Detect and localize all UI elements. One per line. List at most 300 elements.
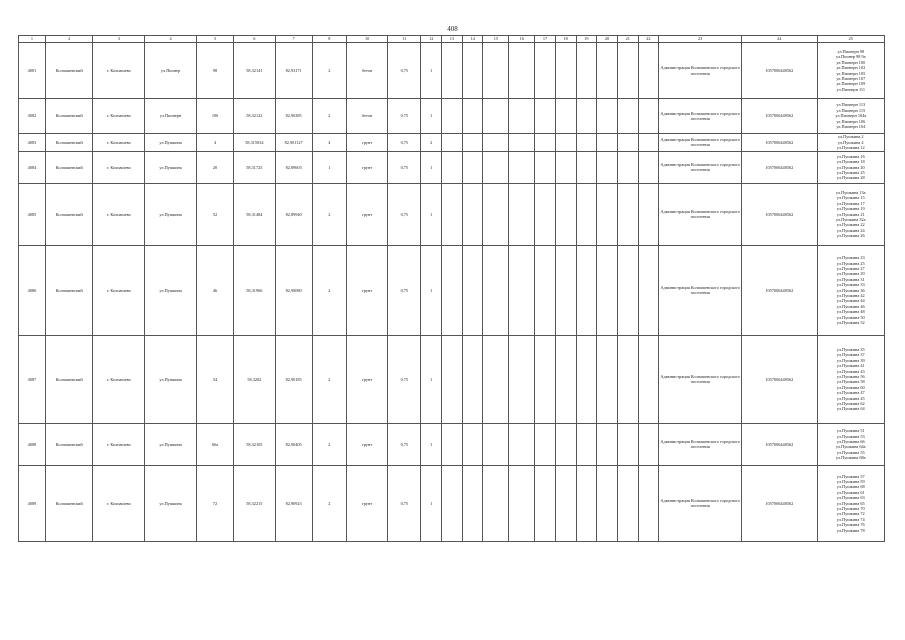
cell-volume: 0,75 xyxy=(388,245,421,335)
cell-empty xyxy=(462,151,483,183)
cell-id: 4085 xyxy=(19,183,46,245)
column-header-8: 8 xyxy=(312,36,346,43)
cell-volume: 0,75 xyxy=(388,151,421,183)
cell-containers: 1 xyxy=(421,245,442,335)
cell-locality: г. Колпашево xyxy=(93,134,145,152)
column-header-6: 6 xyxy=(234,36,275,43)
cell-surface: грунт xyxy=(346,335,387,423)
cell-owner: Администрация Колпашевского городского поселения xyxy=(659,183,742,245)
cell-volume: 0,75 xyxy=(388,43,421,99)
cell-lon: 82,90185 xyxy=(275,335,312,423)
cell-empty xyxy=(483,183,509,245)
cell-empty xyxy=(576,151,597,183)
served-address: ул.Пионерн 104а xyxy=(835,113,867,119)
served-address: ул.Пушкина 64 xyxy=(836,406,865,412)
served-address: ул.Пионерн 107 xyxy=(836,75,866,81)
served-address: ул.Пушкина 56 xyxy=(836,373,865,379)
cell-house: 98 xyxy=(196,43,233,99)
served-address: ул.Пушкина 41 xyxy=(836,363,865,369)
column-header-19: 19 xyxy=(576,36,597,43)
cell-empty xyxy=(483,245,509,335)
cell-lat: 58,3202 xyxy=(234,335,275,423)
cell-empty xyxy=(597,335,618,423)
served-address: ул.Пушкина 19 xyxy=(836,206,865,212)
cell-district: Колпашевский xyxy=(45,151,93,183)
served-address: ул.Пионерн 109 xyxy=(836,81,866,87)
cell-served-addresses xyxy=(817,134,884,152)
cell-empty xyxy=(462,465,483,541)
cell-empty xyxy=(617,245,638,335)
cell-empty xyxy=(555,465,576,541)
cell-district: Колпашевский xyxy=(45,99,93,134)
cell-ogrn: 1057006448562 xyxy=(742,183,818,245)
column-header-18: 18 xyxy=(555,36,576,43)
cell-empty xyxy=(576,335,597,423)
cell-empty xyxy=(442,465,463,541)
served-address: ул.Пионерн 106 xyxy=(836,118,866,124)
cell-street: ул.Пушкина xyxy=(145,465,197,541)
cell-empty xyxy=(442,134,463,152)
cell-lon: 82,93171 xyxy=(275,43,312,99)
served-address: ул.Пушкина 17 xyxy=(836,200,865,206)
cell-count: 2 xyxy=(312,99,346,134)
cell-containers: 1 xyxy=(421,151,442,183)
cell-surface: бетон xyxy=(346,99,387,134)
cell-count: 2 xyxy=(312,43,346,99)
cell-owner: Администрация Колпашевского городского поселения xyxy=(659,245,742,335)
cell-empty xyxy=(442,245,463,335)
table-row xyxy=(19,134,885,152)
cell-surface: грунт xyxy=(346,423,387,465)
cell-containers: 1 xyxy=(421,423,442,465)
cell-empty xyxy=(638,465,659,541)
cell-lon: 82,90923 xyxy=(275,465,312,541)
cell-served-addresses xyxy=(817,335,884,423)
served-address: ул.Пушкина 12 xyxy=(836,145,865,151)
cell-served-addresses xyxy=(817,99,884,134)
cell-district: Колпашевский xyxy=(45,134,93,152)
column-header-25: 25 xyxy=(817,36,884,43)
served-address: ул.Пушкина 51 xyxy=(836,428,865,434)
column-header-10: 10 xyxy=(346,36,387,43)
cell-empty xyxy=(483,465,509,541)
cell-empty xyxy=(535,134,556,152)
cell-volume: 0,75 xyxy=(388,99,421,134)
served-address: ул.Пушкина 76 xyxy=(836,522,865,528)
served-address: ул.Пионер 98 9а xyxy=(835,54,866,60)
cell-street: ул.Пушкина xyxy=(145,151,197,183)
served-address: ул.Пушкина 37 xyxy=(836,352,865,358)
cell-empty xyxy=(617,423,638,465)
served-address: ул.Пушкина 65 xyxy=(836,500,865,506)
cell-count: 1 xyxy=(312,151,346,183)
register-table xyxy=(18,35,885,542)
cell-street: ул.Пушкина xyxy=(145,335,197,423)
column-header-3: 3 xyxy=(93,36,145,43)
cell-surface: бетон xyxy=(346,43,387,99)
cell-empty xyxy=(597,245,618,335)
cell-district: Колпашевский xyxy=(45,43,93,99)
cell-surface: грунт xyxy=(346,245,387,335)
served-address: ул.Пушкина 25 xyxy=(836,260,865,266)
column-header-1: 1 xyxy=(19,36,46,43)
served-address: ул.Пушкина 33 xyxy=(836,282,865,288)
cell-district: Колпашевский xyxy=(45,245,93,335)
cell-empty xyxy=(597,423,618,465)
cell-empty xyxy=(617,99,638,134)
cell-empty xyxy=(638,183,659,245)
cell-empty xyxy=(597,134,618,152)
served-address: ул.Пушкина 31 xyxy=(836,276,865,282)
served-address: ул.Пушкина 24 xyxy=(836,227,865,233)
served-address: ул.Пушкина 22 xyxy=(836,222,865,228)
cell-served-addresses xyxy=(817,43,884,99)
page-number: 408 xyxy=(447,25,458,33)
table-row xyxy=(19,335,885,423)
cell-owner: Администрация Колпашевского городского поселения xyxy=(659,335,742,423)
served-address: ул.Пушкина 57 xyxy=(836,473,865,479)
cell-empty xyxy=(576,183,597,245)
cell-empty xyxy=(483,134,509,152)
cell-empty xyxy=(483,151,509,183)
cell-empty xyxy=(555,183,576,245)
served-address: ул.Пушкина 27 xyxy=(836,265,865,271)
served-address: ул.Пушкина 28 xyxy=(836,175,865,181)
served-address: ул.Пушкина 29 xyxy=(836,271,865,277)
cell-street: ул.Пионерн xyxy=(145,99,197,134)
cell-empty xyxy=(509,99,535,134)
served-address: ул.Пушкина 44 xyxy=(836,298,865,304)
cell-volume: 0,75 xyxy=(388,465,421,541)
cell-ogrn: 1057006448562 xyxy=(742,151,818,183)
served-address: ул.Пушкина 15 xyxy=(836,195,865,201)
cell-empty xyxy=(638,134,659,152)
cell-served-addresses xyxy=(817,245,884,335)
cell-empty xyxy=(535,99,556,134)
served-address: ул.Пушкина 53 xyxy=(836,433,865,439)
cell-empty xyxy=(509,423,535,465)
cell-empty xyxy=(483,335,509,423)
column-header-24: 24 xyxy=(742,36,818,43)
cell-empty xyxy=(555,43,576,99)
table-row xyxy=(19,423,885,465)
cell-ogrn: 1057006448562 xyxy=(742,245,818,335)
served-address: ул.Пушкина 16 xyxy=(836,153,865,159)
cell-id: 4087 xyxy=(19,335,46,423)
served-address: ул.Пушкина 63 xyxy=(836,495,865,501)
cell-empty xyxy=(462,245,483,335)
cell-owner: Администрация Колпашевского городского поселения xyxy=(659,134,742,152)
cell-surface: грунт xyxy=(346,183,387,245)
column-header-7: 7 xyxy=(275,36,312,43)
cell-locality: г. Колпашево xyxy=(93,151,145,183)
cell-empty xyxy=(442,99,463,134)
cell-lat: 58,31484 xyxy=(234,183,275,245)
cell-empty xyxy=(617,183,638,245)
cell-district: Колпашевский xyxy=(45,183,93,245)
cell-empty xyxy=(638,43,659,99)
column-header-2: 2 xyxy=(45,36,93,43)
cell-empty xyxy=(483,43,509,99)
cell-empty xyxy=(555,134,576,152)
cell-lon: 82,96385 xyxy=(275,99,312,134)
cell-empty xyxy=(576,465,597,541)
column-header-5: 5 xyxy=(196,36,233,43)
cell-count: 2 xyxy=(312,245,346,335)
cell-lon: 82,89603 xyxy=(275,151,312,183)
served-address: ул.Пушкина 18 xyxy=(836,159,865,165)
cell-empty xyxy=(555,151,576,183)
cell-id: 4086 xyxy=(19,245,46,335)
cell-owner: Администрация Колпашевского городского поселения xyxy=(659,423,742,465)
served-address: ул.Пушкина 58 xyxy=(836,379,865,385)
served-address: ул.Пушкина 78 xyxy=(836,527,865,533)
cell-empty xyxy=(509,465,535,541)
cell-empty xyxy=(509,335,535,423)
cell-lon: 82,90080 xyxy=(275,245,312,335)
cell-surface: грунт xyxy=(346,465,387,541)
cell-empty xyxy=(576,245,597,335)
cell-surface: грунт xyxy=(346,134,387,152)
cell-empty xyxy=(638,335,659,423)
table-row xyxy=(19,183,885,245)
served-address: ул.Пушкина 72 xyxy=(836,511,865,517)
table-row xyxy=(19,43,885,99)
served-address: ул.Пушкина 46 xyxy=(836,303,865,309)
served-address: ул.Пушкина 74 xyxy=(836,516,865,522)
cell-id: 4084 xyxy=(19,151,46,183)
column-header-12: 12 xyxy=(421,36,442,43)
cell-empty xyxy=(535,335,556,423)
cell-locality: г. Колпашево xyxy=(93,43,145,99)
column-header-11: 11 xyxy=(388,36,421,43)
served-address: ул.Пушкина 59 xyxy=(836,478,865,484)
cell-empty xyxy=(535,151,556,183)
cell-count: 2 xyxy=(312,183,346,245)
served-address: ул.Пушкина 2 xyxy=(838,134,864,140)
cell-served-addresses xyxy=(817,423,884,465)
column-header-23: 23 xyxy=(659,36,742,43)
cell-house: 72 xyxy=(196,465,233,541)
cell-empty xyxy=(462,335,483,423)
served-address: ул.Пушкина 55 xyxy=(836,449,865,455)
cell-containers: 1 xyxy=(421,43,442,99)
cell-empty xyxy=(638,151,659,183)
cell-empty xyxy=(442,43,463,99)
served-address: ул.Пушкина 13а xyxy=(835,189,866,195)
cell-owner: Администрация Колпашевского городского поселения xyxy=(659,151,742,183)
served-address: ул.Пушкина 45 xyxy=(836,395,865,401)
cell-containers: 1 xyxy=(421,335,442,423)
cell-empty xyxy=(462,134,483,152)
cell-empty xyxy=(638,423,659,465)
cell-locality: г. Колпашево xyxy=(93,423,145,465)
cell-empty xyxy=(509,134,535,152)
served-address: ул.Пушкина 25 xyxy=(836,170,865,176)
table-row xyxy=(19,245,885,335)
cell-owner: Администрация Колпашевского городского поселения xyxy=(659,99,742,134)
cell-volume: 0,75 xyxy=(388,183,421,245)
column-header-15: 15 xyxy=(483,36,509,43)
cell-empty xyxy=(509,183,535,245)
cell-house: 20 xyxy=(196,151,233,183)
served-address: ул.Пионерн 102 xyxy=(836,65,866,71)
cell-ogrn: 1057006448562 xyxy=(742,134,818,152)
column-header-22: 22 xyxy=(638,36,659,43)
served-address: ул.Пушкина 61 xyxy=(836,489,865,495)
cell-owner: Администрация Колпашевского городского поселения xyxy=(659,43,742,99)
cell-house: 54 xyxy=(196,335,233,423)
served-address: ул.Пушкина 68а xyxy=(835,455,866,461)
served-address: ул.Пушкина 35 xyxy=(836,346,865,352)
cell-lat: 58,31966 xyxy=(234,245,275,335)
cell-lat: 58,32215 xyxy=(234,465,275,541)
cell-empty xyxy=(462,99,483,134)
cell-empty xyxy=(638,99,659,134)
cell-empty xyxy=(638,245,659,335)
served-address: ул.Пушкина 21 xyxy=(836,211,865,217)
served-address: ул.Пионерн 100 xyxy=(836,59,866,65)
cell-lon: 82,90405 xyxy=(275,423,312,465)
cell-empty xyxy=(555,335,576,423)
header-row xyxy=(19,36,885,43)
column-header-21: 21 xyxy=(617,36,638,43)
cell-lon: 82,901127 xyxy=(275,134,312,152)
cell-empty xyxy=(535,183,556,245)
served-address: ул.Пушкина 48 xyxy=(836,309,865,315)
cell-empty xyxy=(617,151,638,183)
cell-ogrn: 1057006448562 xyxy=(742,43,818,99)
cell-empty xyxy=(617,335,638,423)
served-address: ул.Пионерн 98 xyxy=(837,48,865,54)
cell-street: ул.Пушкина xyxy=(145,134,197,152)
cell-empty xyxy=(462,183,483,245)
cell-street: ул.Пушкина xyxy=(145,423,197,465)
cell-id: 4081 xyxy=(19,43,46,99)
cell-count: 4 xyxy=(312,134,346,152)
cell-owner: Администрация Колпашевского городского поселения xyxy=(659,465,742,541)
served-address: ул.Пионерн 115 xyxy=(836,107,866,113)
cell-empty xyxy=(462,423,483,465)
cell-empty xyxy=(617,465,638,541)
served-address: ул.Пушкина 26 xyxy=(836,233,865,239)
served-address: ул.Пушкина 36 xyxy=(836,287,865,293)
served-address: ул.Пушкина 52 xyxy=(836,320,865,326)
cell-count: 2 xyxy=(312,335,346,423)
cell-empty xyxy=(442,335,463,423)
cell-count: 2 xyxy=(312,465,346,541)
cell-house: 66а xyxy=(196,423,233,465)
cell-empty xyxy=(597,465,618,541)
cell-lat: 58,32122 xyxy=(234,99,275,134)
cell-containers: 1 xyxy=(421,183,442,245)
served-address: ул.Пионерн 113 xyxy=(836,102,866,108)
cell-ogrn: 1057006448562 xyxy=(742,465,818,541)
column-header-14: 14 xyxy=(462,36,483,43)
cell-empty xyxy=(509,151,535,183)
cell-empty xyxy=(597,151,618,183)
served-address: ул.Пушкина 39 xyxy=(836,357,865,363)
cell-locality: г. Колпашево xyxy=(93,183,145,245)
served-address: ул.Пионерн 111 xyxy=(836,86,866,92)
cell-locality: г. Колпашево xyxy=(93,99,145,134)
served-address: ул.Пушкина 47 xyxy=(836,390,865,396)
cell-locality: г. Колпашево xyxy=(93,465,145,541)
cell-district: Колпашевский xyxy=(45,465,93,541)
cell-empty xyxy=(597,99,618,134)
cell-served-addresses xyxy=(817,465,884,541)
table-row xyxy=(19,151,885,183)
served-address: ул.Пушкина 60 xyxy=(836,384,865,390)
cell-empty xyxy=(509,43,535,99)
served-address: ул.Пушкина 20 xyxy=(836,164,865,170)
cell-served-addresses xyxy=(817,183,884,245)
served-address: ул.Пионерн 104 xyxy=(836,124,866,130)
cell-lat: 58,315034 xyxy=(234,134,275,152)
served-address: ул.Пионерн 105 xyxy=(836,70,866,76)
cell-house: 106 xyxy=(196,99,233,134)
cell-house: 4 xyxy=(196,134,233,152)
cell-surface: грунт xyxy=(346,151,387,183)
served-address: ул.Пушкина 68 xyxy=(836,484,865,490)
cell-volume: 0,75 xyxy=(388,134,421,152)
served-address: ул.Пушкина 70 xyxy=(836,506,865,512)
cell-lon: 82,89940 xyxy=(275,183,312,245)
cell-volume: 0,75 xyxy=(388,423,421,465)
column-header-4: 4 xyxy=(145,36,197,43)
cell-house: 52 xyxy=(196,183,233,245)
cell-empty xyxy=(576,134,597,152)
cell-empty xyxy=(462,43,483,99)
cell-empty xyxy=(442,183,463,245)
cell-empty xyxy=(576,423,597,465)
cell-lat: 58,31725 xyxy=(234,151,275,183)
cell-ogrn: 1057006448562 xyxy=(742,99,818,134)
column-header-16: 16 xyxy=(509,36,535,43)
served-address: ул.Пушкина 66 xyxy=(836,438,865,444)
cell-empty xyxy=(617,134,638,152)
cell-containers: 1 xyxy=(421,465,442,541)
cell-containers: 2 xyxy=(421,134,442,152)
cell-ogrn: 1057006448562 xyxy=(742,423,818,465)
column-header-13: 13 xyxy=(442,36,463,43)
cell-containers: 1 xyxy=(421,99,442,134)
cell-lat: 58,32105 xyxy=(234,423,275,465)
served-address: ул.Пушкина 64а xyxy=(835,444,866,450)
cell-empty xyxy=(617,43,638,99)
table-row xyxy=(19,465,885,541)
cell-id: 4083 xyxy=(19,134,46,152)
column-header-17: 17 xyxy=(535,36,556,43)
cell-ogrn: 1057006448562 xyxy=(742,335,818,423)
cell-count: 2 xyxy=(312,423,346,465)
table-row xyxy=(19,99,885,134)
cell-locality: г. Колпашево xyxy=(93,245,145,335)
cell-empty xyxy=(576,43,597,99)
served-address: ул.Пушкина 4 xyxy=(838,139,864,145)
served-address: ул.Пушкина 50 xyxy=(836,314,865,320)
cell-empty xyxy=(555,423,576,465)
cell-empty xyxy=(442,423,463,465)
cell-empty xyxy=(483,99,509,134)
cell-empty xyxy=(535,423,556,465)
cell-empty xyxy=(555,245,576,335)
cell-empty xyxy=(555,99,576,134)
cell-id: 4082 xyxy=(19,99,46,134)
cell-served-addresses xyxy=(817,151,884,183)
cell-empty xyxy=(597,43,618,99)
cell-street: ул.Пушкина xyxy=(145,183,197,245)
